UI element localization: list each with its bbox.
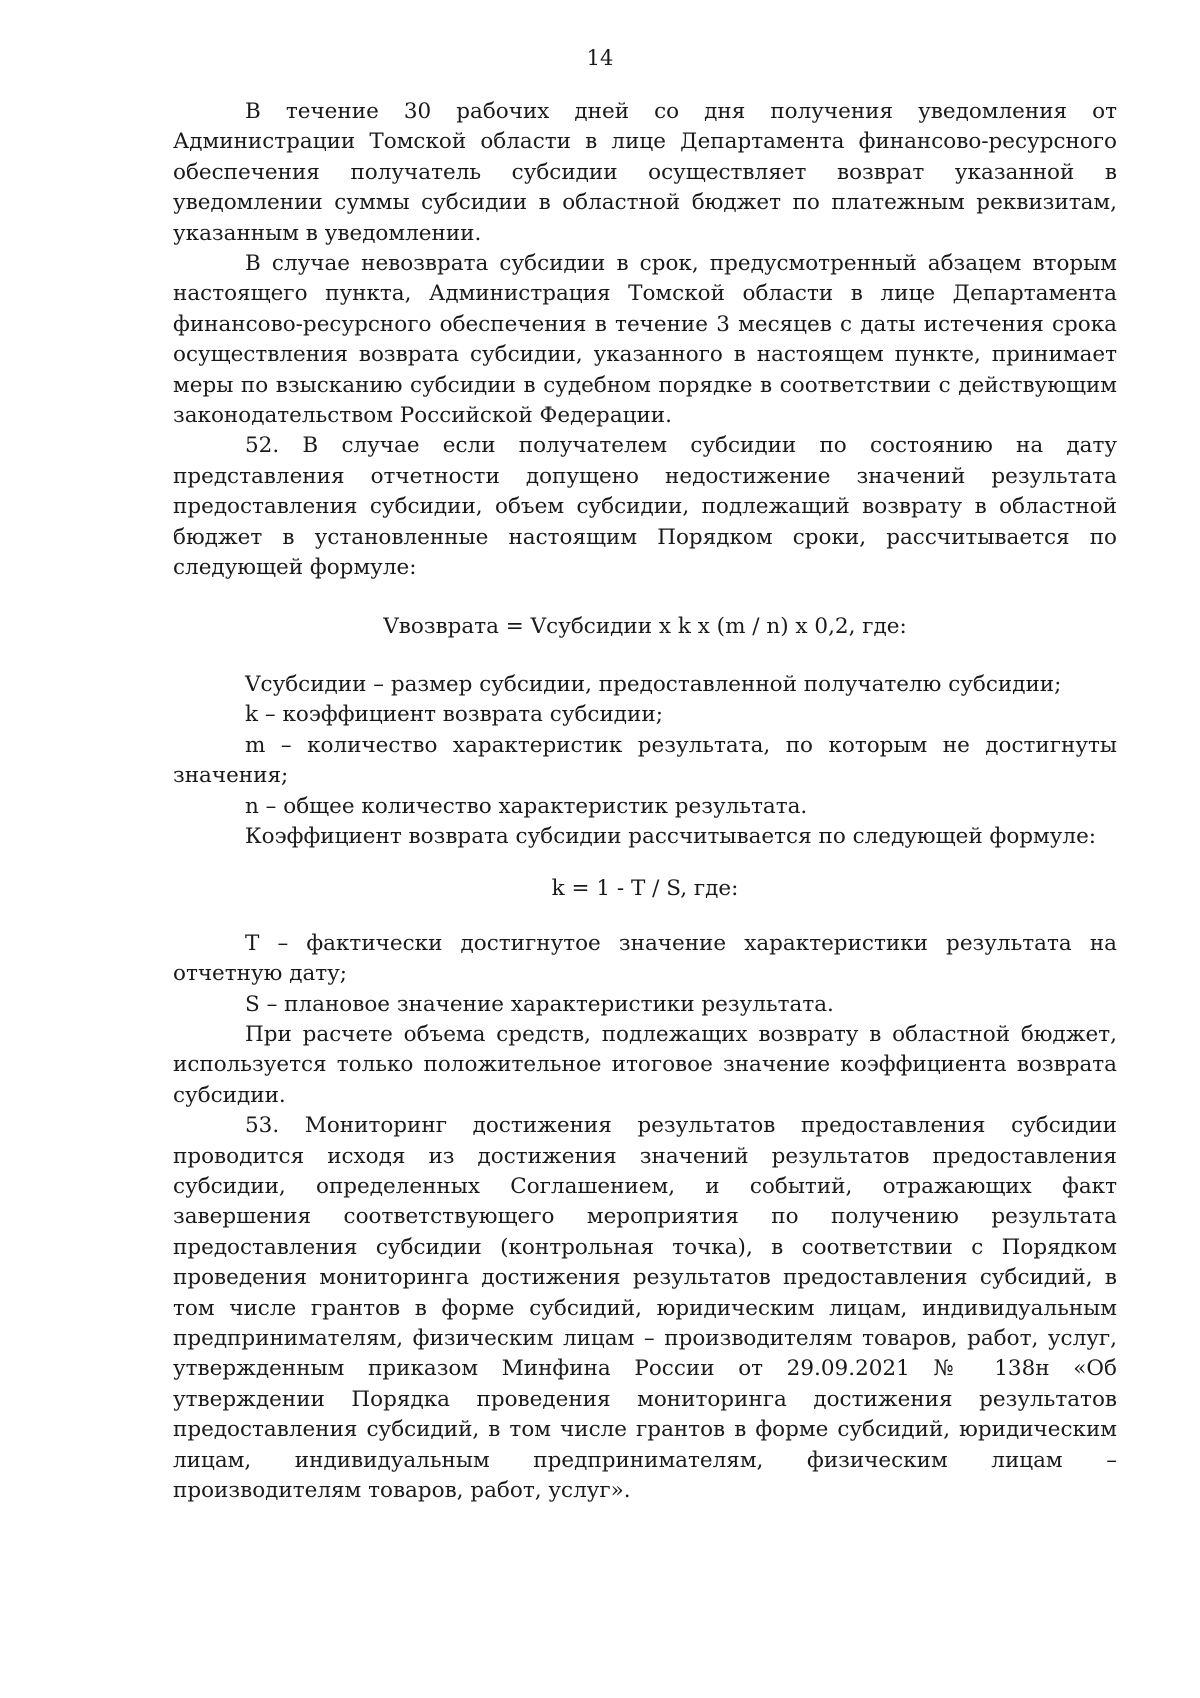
paragraph-clause-52: 52. В случае если получателем субсидии по состоянию на дату представления отчетности допущено недостижение значений результата предоставления субсидии, объем субсидии, подлежащий возврату в областной бюджет в установленные настоящим Порядком сроки, рассчитывается по следующей формуле: [173,433,1117,581]
definition-n: n – общее количество характеристик результата. [245,793,808,819]
document-body [173,97,1117,1506]
definition-m: m – количество характеристик результата, по которым не достигнуты значения; [173,732,1117,789]
definition-s: S – плановое значение характеристики результата. [245,991,834,1017]
definition-k: k – коэффициент возврата субсидии; [245,702,663,728]
paragraph-non-refund: В случае невозврата субсидии в срок, предусмотренный абзацем вторым настоящего пункта, Администрация Томской области в лице Департамента финансово-ресурсного обеспечения в течение 3 месяцев с даты истечения срока осуществления возврата субсидии, указанного в настоящем пункте, принимает меры по взысканию субсидии в судебном порядке в соответствии с действующим законодательством Российской Федерации. [173,251,1117,429]
definition-v-subsidy: Vсубсидии – размер субсидии, предоставленной получателю субсидии; [245,671,1062,697]
page-number: 14 [586,46,614,70]
paragraph-coefficient-intro: Коэффициент возврата субсидии рассчитывается по следующей формуле: [245,823,1097,849]
paragraph-refund-deadline: В течение 30 рабочих дней со дня получения уведомления от Администрации Томской области в лице Департамента финансово-ресурсного обеспечения получатель субсидии осуществляет возврат указанной в уведомлении суммы субсидии в областной бюджет по платежным реквизитам, указанным в уведомлении. [173,99,1117,246]
formula-refund-volume: Vвозврата = Vсубсидии x k x (m / n) x 0,2, где: [383,613,907,639]
paragraph-positive-value: При расчете объема средств, подлежащих возврату в областной бюджет, используется только положительное итоговое значение коэффициента возврата субсидии. [173,1021,1117,1108]
paragraph-clause-53: 53. Мониторинг достижения результатов предоставления субсидии проводится исходя из достижения значений результатов предоставления субсидии, определенных Соглашением, и событий, отражающих факт завершения соответствующего мероприятия по получению результата предоставления субсидии (контрольная точка), в соответствии с Порядком проведения мониторинга достижения результатов предоставления субсидий, в том числе грантов в форме субсидий, юридическим лицам, индивидуальным предпринимателям, физическим лицам – производителям товаров, работ, услуг, утвержденным приказом Минфина России от 29.09.2021 № 138н «Об утверждении Порядка проведения мониторинга достижения результатов предоставления субсидий, в том числе грантов в форме субсидий, юридическим лицам, индивидуальным предпринимателям, физическим лицам – производителям товаров, работ, услуг». [173,1113,1117,1504]
definition-t: T – фактически достигнутое значение характеристики результата на отчетную дату; [173,930,1117,987]
formula-coefficient: k = 1 - T / S, где: [551,876,739,902]
